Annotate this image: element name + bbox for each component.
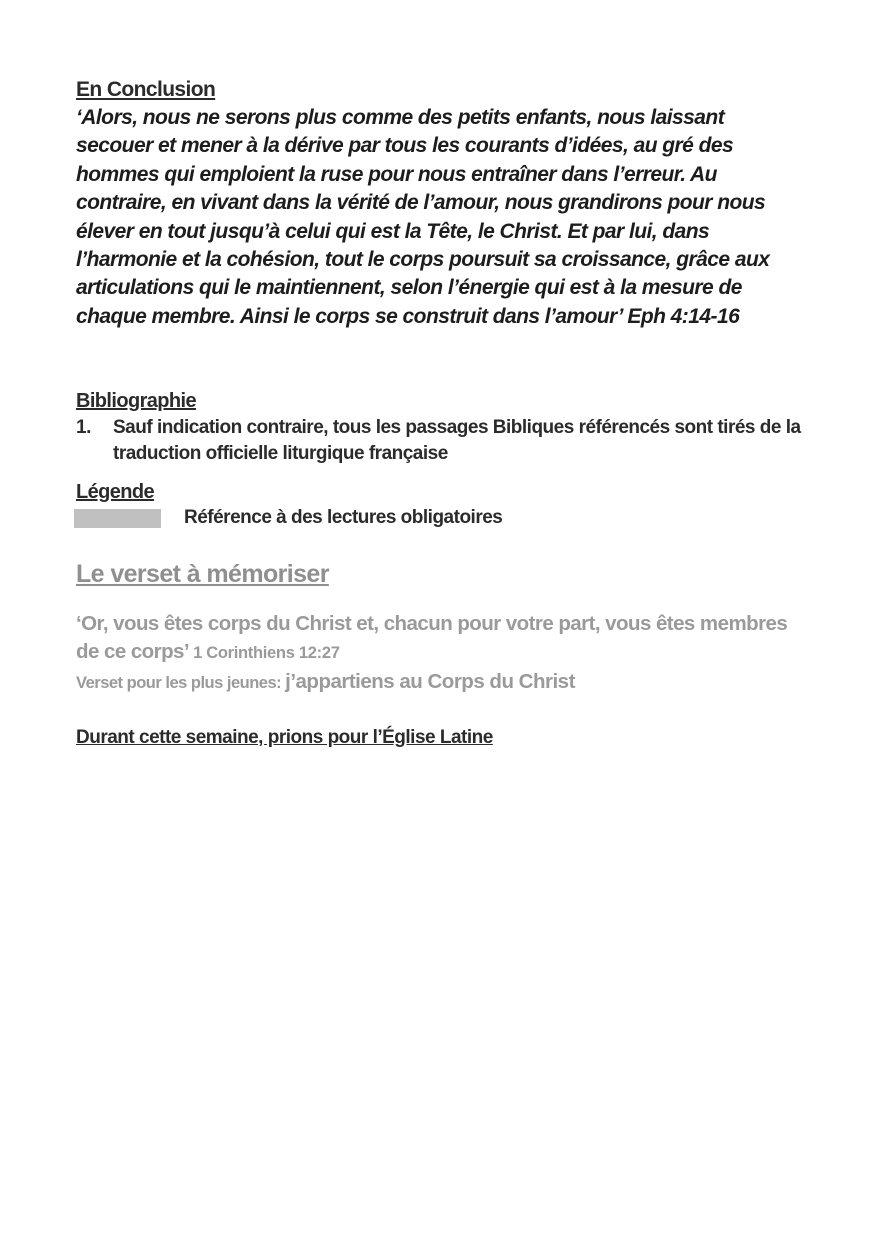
- memory-verse-heading: Le verset à mémoriser: [76, 560, 329, 589]
- conclusion-quote: ‘Alors, nous ne serons plus comme des petits enfants, nous laissant secouer et mener à la dérive par tous les courants d’idées, au gré des hommes qui emploient la ruse pour nous entraîner dans l’erreur. Au contraire, en vivant dans la vérité de l’amour, nous grandirons pour nous élever en tout jusqu’à celui qui est la Tête, le Christ. Et par lui, dans l’harmonie et la cohésion, tout le corps poursuit sa croissance, grâce aux articulations qui le maintiennent, selon l’énergie qui est à la mesure de chaque membre. Ainsi le corps se construit dans l’amour’ Eph 4:14-16: [76, 106, 770, 328]
- young-verse-label: Verset pour les plus jeunes:: [76, 674, 282, 692]
- bibliography-list: [76, 415, 802, 467]
- document-page: [76, 76, 802, 770]
- memory-verse-text: ‘Or, vous êtes corps du Christ et, chacun pour votre part, vous êtes membres de ce corps’: [76, 612, 788, 663]
- legend-label: Référence à des lectures obligatoires: [184, 507, 503, 529]
- bibliography-heading: Bibliographie: [76, 390, 196, 413]
- legend-swatch: [74, 509, 161, 528]
- bibliography-item: [76, 415, 802, 467]
- bibliography-item-number: 1.: [76, 417, 91, 439]
- memory-verse: [76, 610, 802, 667]
- legend-heading: Légende: [76, 481, 155, 504]
- prayer-heading: Durant cette semaine, prions pour l’Église Latine: [76, 727, 493, 748]
- young-verse-row: [76, 667, 802, 699]
- bibliography-item-text: Sauf indication contraire, tous les passages Bibliques référencés sont tirés de la traduction officielle liturgique française: [113, 417, 801, 465]
- conclusion-heading: En Conclusion: [76, 78, 216, 101]
- memory-verse-reference: 1 Corinthiens 12:27: [193, 644, 340, 662]
- legend-row: [76, 505, 802, 531]
- young-verse-text: j’appartiens au Corps du Christ: [285, 670, 575, 693]
